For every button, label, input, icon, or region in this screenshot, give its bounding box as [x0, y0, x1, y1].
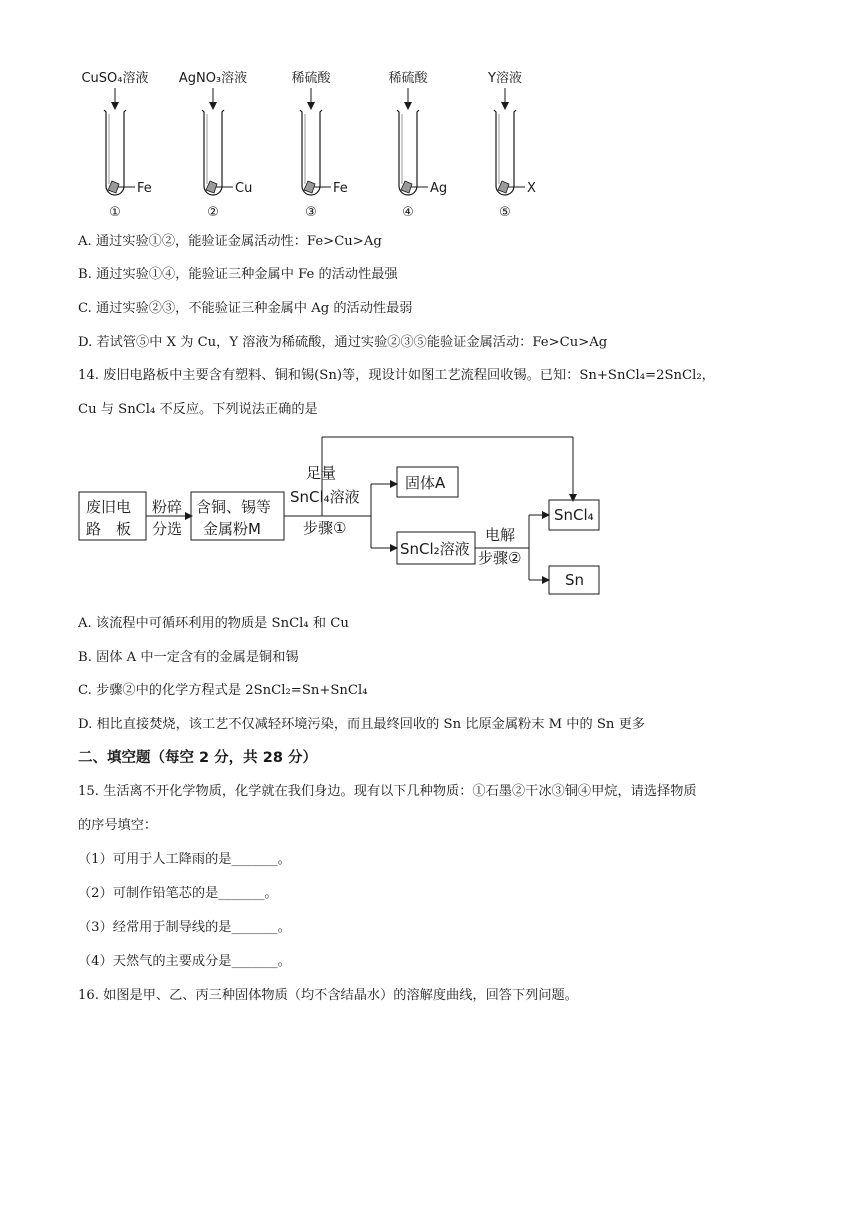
flow-arrow1-line2: 分选: [152, 520, 183, 538]
flow-box1-line2: 路 板: [86, 520, 132, 538]
q14-stem-line2: Cu 与 SnCl₄ 不反应。下列说法正确的是: [78, 402, 318, 417]
q15-item-3: （3）经常用于制导线的是_______。: [78, 920, 291, 935]
q14-option-d: D. 相比直接焚烧，该工艺不仅减轻环境污染，而且最终回收的 Sn 比原金属粉末 M 中的 Sn 更多: [78, 717, 645, 732]
q15-item-1: （1）可用于人工降雨的是_______。: [78, 852, 291, 867]
section-heading: 二、填空题（每空 2 分，共 28 分）: [78, 750, 317, 766]
flow-sncl4-label: SnCl₄: [554, 506, 594, 524]
flow-step1-line3: 步骤①: [303, 519, 347, 537]
q15-item-2: （2）可制作铅笔芯的是_______。: [78, 886, 278, 901]
flow-step2-line2: 步骤②: [478, 549, 522, 567]
tube-reagent-label: CuSO₄溶液: [81, 71, 149, 86]
flow-step1-line1: 足量: [306, 464, 337, 482]
tube-number: ①: [109, 205, 121, 220]
flow-sncl2-label: SnCl₂溶液: [400, 540, 470, 558]
metal-label: Fe: [333, 181, 348, 196]
q15-item-4: （4）天然气的主要成分是_______。: [78, 954, 291, 969]
flow-box2-line2: 金属粉M: [203, 520, 261, 538]
q13-option-d: D. 若试管⑤中 X 为 Cu，Y 溶液为稀硫酸，通过实验②③⑤能验证金属活动：Fe>Cu>Ag: [78, 335, 608, 350]
flow-box1-line1: 废旧电: [86, 498, 132, 516]
flow-sn-label: Sn: [565, 571, 585, 589]
q14-option-c: C. 步骤②中的化学方程式是 2SnCl₂=Sn+SnCl₄: [78, 683, 368, 698]
q16-stem: 16. 如图是甲、乙、丙三种固体物质（均不含结晶水）的溶解度曲线，回答下列问题。: [78, 988, 578, 1003]
q14-option-b: B. 固体 A 中一定含有的金属是铜和锡: [78, 650, 299, 665]
flow-step2-line1: 电解: [485, 526, 516, 544]
tube-number: ⑤: [499, 205, 511, 220]
tube-number: ③: [305, 205, 317, 220]
tube-reagent-label: 稀硫酸: [291, 71, 331, 86]
q15-stem-line2: 的序号填空：: [78, 818, 158, 833]
metal-label: X: [527, 181, 536, 196]
flow-box2-line1: 含铜、锡等: [196, 498, 272, 516]
tube-reagent-label: 稀硫酸: [388, 71, 428, 86]
flow-arrow1-line1: 粉碎: [152, 498, 183, 516]
q14-option-a: A. 该流程中可循环利用的物质是 SnCl₄ 和 Cu: [78, 616, 349, 631]
tube-reagent-label: Y溶液: [488, 71, 522, 86]
q14-stem-line1: 14. 废旧电路板中主要含有塑料、铜和锡(Sn)等，现设计如图工艺流程回收锡。已知：Sn+SnCl₄=2SnCl₂，: [78, 368, 715, 383]
q15-stem-line1: 15. 生活离不开化学物质，化学就在我们身边。现有以下几种物质：①石墨②干冰③铜④甲烷，请选择物质: [78, 784, 697, 799]
q13-option-b: B. 通过实验①④，能验证三种金属中 Fe 的活动性最强: [78, 267, 398, 282]
metal-label: Fe: [137, 181, 152, 196]
tube-number: ②: [207, 205, 219, 220]
metal-label: Cu: [235, 181, 253, 196]
metal-label: Ag: [430, 181, 448, 196]
flow-solid-a-label: 固体A: [405, 474, 446, 492]
tube-reagent-label: AgNO₃溶液: [178, 71, 248, 86]
q13-option-a: A. 通过实验①②，能验证金属活动性：Fe>Cu>Ag: [78, 234, 382, 249]
tube-number: ④: [402, 205, 414, 220]
q13-option-c: C. 通过实验②③，不能验证三种金属中 Ag 的活动性最弱: [78, 301, 413, 316]
flow-step1-line2: SnCl₄溶液: [290, 488, 360, 506]
